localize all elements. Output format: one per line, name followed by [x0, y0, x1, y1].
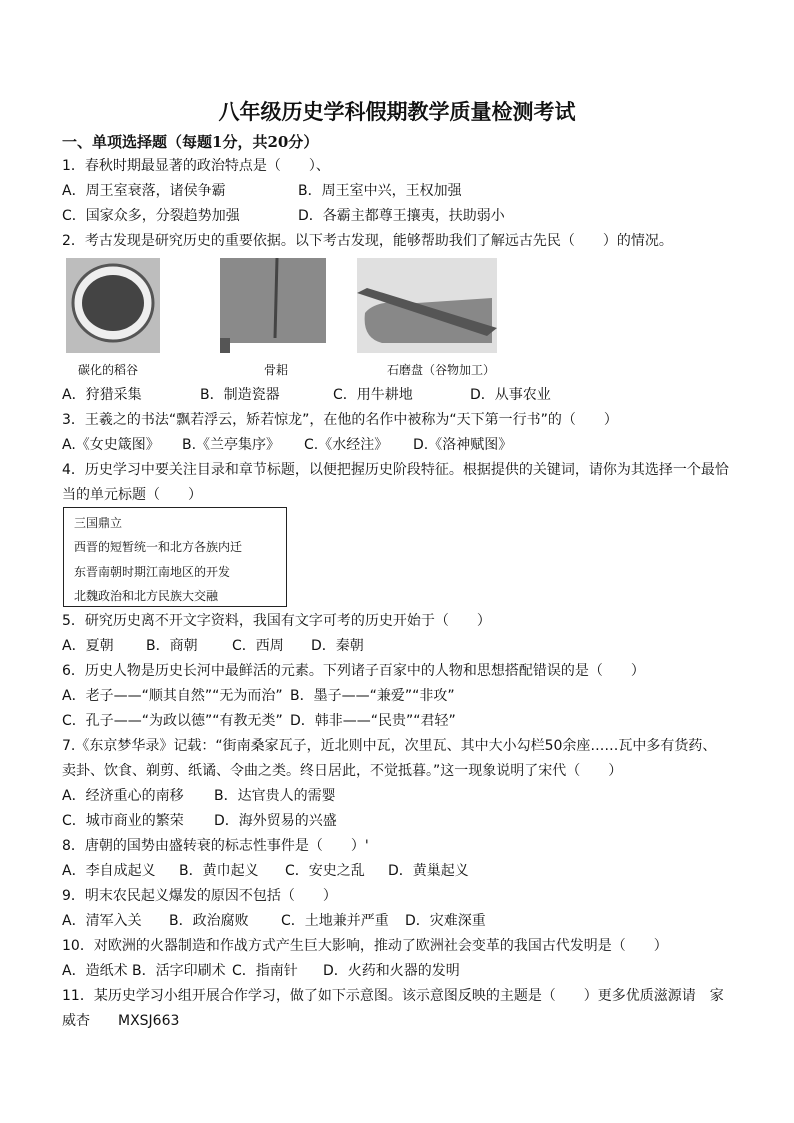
option-a: A.《女史箴图》: [62, 437, 160, 453]
question-8-stem: 8．唐朝的国势由盛转衰的标志性事件是（ ）': [62, 838, 369, 854]
option-c: C．指南针: [232, 963, 298, 979]
option-a: A．经济重心的南移: [62, 788, 184, 804]
option-a: A．狩猎采集: [62, 387, 142, 403]
option-b: B.《兰亭集序》: [182, 437, 281, 453]
option-d: D．火药和火器的发明: [323, 963, 460, 979]
option-c: C．用牛耕地: [333, 387, 413, 403]
option-a: A．李自成起义: [62, 863, 156, 879]
option-a: A．夏朝: [62, 638, 114, 654]
question-7-stem: 7.《东京梦华录》记载：“街南桑家瓦子，近北则中瓦，次里瓦、其中大小勾栏50余座……瓦中多有货药、: [62, 738, 717, 754]
option-b: B．周王室中兴，王权加强: [298, 183, 462, 199]
option-a-b: A．造纸术 B．活字印刷术: [62, 963, 226, 979]
keywords-box: [63, 507, 287, 607]
option-d: D．韩非——“民贵”“君轻”: [290, 713, 456, 729]
question-4-stem: 4．历史学习中要关注目录和章节标题，以便把握历史阶段特征。根据提供的关键词，请你为其选择一个最恰: [62, 462, 729, 478]
option-d: D．海外贸易的兴盛: [214, 813, 337, 829]
option-b: B．政治腐败: [169, 913, 249, 929]
option-d: D．各霸主都尊王攘夷，扶助弱小: [298, 208, 505, 224]
caption-grinding-stone: 石磨盘（谷物加工）: [387, 363, 496, 377]
grinding-stone-image: [357, 258, 497, 353]
question-2-stem: 2．考古发现是研究历史的重要依据。以下考古发现，能够帮助我们了解远古先民（ ）的情况。: [62, 233, 673, 249]
option-a: A．周王室衰落，诸侯争霸: [62, 183, 226, 199]
question-11-stem: 11．某历史学习小组开展合作学习，做了如下示意图。该示意图反映的主题是（ ）更多优质滋源请 家: [62, 988, 724, 1004]
option-c: C．城市商业的繁荣: [62, 813, 184, 829]
option-b: B．制造瓷器: [200, 387, 280, 403]
question-5-stem: 5．研究历史离不开文字资料，我国有文字可考的历史开始于（ ）: [62, 613, 491, 629]
option-d: D．从事农业: [470, 387, 551, 403]
keyword: 北魏政治和北方民族大交融: [74, 589, 219, 603]
keyword: 三国鼎立: [74, 516, 123, 530]
question-9-stem: 9．明末农民起义爆发的原因不包括（ ）: [62, 888, 337, 904]
caption-bone-spade: 骨耜: [264, 363, 289, 377]
option-b: B．黄巾起义: [179, 863, 259, 879]
question-1-stem: 1．春秋时期最显著的政治特点是（ ）、: [62, 158, 330, 174]
option-c: C．国家众多，分裂趋势加强: [62, 208, 240, 224]
option-d: D．秦朝: [311, 638, 364, 654]
keyword: 东晋南朝时期江南地区的开发: [74, 565, 231, 579]
caption-carbonized-rice: 碳化的稻谷: [78, 363, 139, 377]
bone-spade-image: [217, 258, 333, 353]
question-6-stem: 6．历史人物是历史长河中最鲜活的元素。下列诸子百家中的人物和思想搭配错误的是（ ）: [62, 663, 645, 679]
section-heading: 一、单项选择题（每题1分，共20分）: [62, 133, 319, 151]
question-10-stem: 10．对欧洲的火器制造和作战方式产生巨大影响，推动了欧洲社会变革的我国古代发明是（ ）: [62, 938, 668, 954]
question-4-stem-cont: 当的单元标题（ ）: [62, 487, 202, 503]
exam-title: 八年级历史学科假期教学质量检测考试: [218, 99, 576, 124]
option-d: D.《洛神赋图》: [413, 437, 513, 453]
option-c: C．西周: [232, 638, 284, 654]
question-3-stem: 3．王羲之的书法“飘若浮云，矫若惊龙”，在他的名作中被称为“天下第一行书”的（ ）: [62, 412, 618, 428]
question-11-stem-cont: 威杏 MXSJ663: [62, 1013, 180, 1029]
option-b: B．墨子——“兼爱”“非攻”: [290, 688, 455, 704]
option-b: B．商朝: [146, 638, 198, 654]
carbonized-rice-image: [66, 258, 160, 353]
option-c: C．孔子——“为政以德”“有教无类”: [62, 713, 283, 729]
option-a: A．老子——“顺其自然”“无为而治”: [62, 688, 283, 704]
keyword: 西晋的短暂统一和北方各族内迁: [74, 540, 243, 554]
option-d: D．灾难深重: [405, 913, 486, 929]
option-c: C.《水经注》: [304, 437, 389, 453]
option-c: C．土地兼并严重: [281, 913, 389, 929]
option-d: D．黄巢起义: [388, 863, 469, 879]
option-b: B．达官贵人的需婴: [214, 788, 336, 804]
option-a: A．清军入关: [62, 913, 142, 929]
option-c: C．安史之乱: [285, 863, 365, 879]
question-7-stem-cont: 卖卦、饮食、剃剪、纸谲、令曲之类。终日居此，不觉抵暮。”这一现象说明了宋代（ ）: [62, 763, 623, 779]
